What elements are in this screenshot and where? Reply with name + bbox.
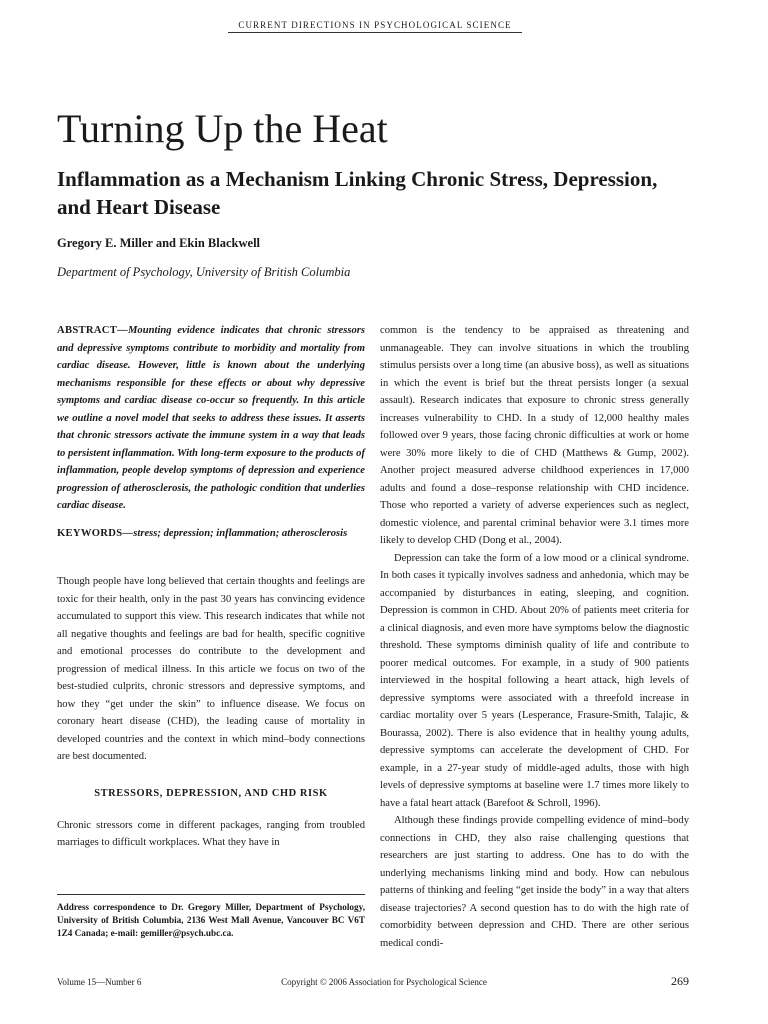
- page-number: 269: [671, 974, 689, 988]
- article-subtitle: Inflammation as a Mechanism Linking Chronic Stress, Depression, and Heart Disease: [57, 167, 658, 219]
- abstract: [57, 322, 365, 515]
- keywords-label: KEYWORDS—: [57, 527, 134, 539]
- authors: Gregory E. Miller and Ekin Blackwell: [57, 236, 261, 250]
- stressors-paragraph: Chronic stressors come in different packages, ranging from troubled marriages to difficult workplaces. What they have in: [57, 819, 365, 848]
- abstract-text: Mounting evidence indicates that chronic stressors and depressive symptoms contribute to morbidity and mortality from cardiac disease. However, little is known about the underlying mechanisms responsible for these effects or about why depressive symptoms and cardiac disease co-occur so frequently. In this article we outline a novel model that seeks to address these issues. It asserts that chronic stressors activate the immune system in a way that leads to persistent inflammation. With long-term exposure to the products of inflammation, people develop symptoms of depression and experience progression of atherosclerosis, the pathologic condition that underlies cardiac disease.: [57, 325, 365, 511]
- body-paragraph-3: Although these findings provide compelling evidence of mind–body connections in CHD, they also raise challenging questions that researchers are just starting to address. One has to do with the underlying mechanisms linking mind and body. How can nebulous patterns of thinking and feeling “get inside the body” in a way that alters disease trajectories? A second question has to do with the high rate of comorbidity between depression and CHD. There are other serious medical condi-: [380, 815, 689, 949]
- running-head: CURRENT DIRECTIONS IN PSYCHOLOGICAL SCIENCE: [228, 20, 522, 33]
- right-column: [380, 322, 689, 952]
- abstract-label: ABSTRACT—: [57, 325, 128, 336]
- footer-copyright: Copyright © 2006 Association for Psychological Science: [281, 977, 487, 987]
- article-title: Turning Up the Heat: [57, 106, 388, 151]
- body-paragraph-1: common is the tendency to be appraised as threatening and unmanageable. They can involve situations in which the troubling stimulus persists over a long time (an abusive boss), as well as situations in which the event is brief but the threat persists longer (a sexual assault). Research indicates that exposure to chronic stress generally increases vulnerability to CHD. In a study of 12,000 healthy males followed over 9 years, those facing chronic difficulties at work or home were 30% more likely to die of CHD (Matthews & Gump, 2002). Another project measured adverse childhood experiences in 17,000 adults and found a dose–response relationship with CHD incidence. Those who reported a variety of adverse experiences such as neglect, domestic violence, and parental criminal behavior were 3.1 times more likely to develop CHD (Dong et al., 2004).: [380, 325, 689, 546]
- keywords: [57, 525, 365, 543]
- affiliation: Department of Psychology, University of British Columbia: [57, 265, 351, 279]
- correspondence-note: Address correspondence to Dr. Gregory Miller, Department of Psychology, University of British Columbia, 2136 West Mall Avenue, Vancouver BC V6T 1Z4 Canada; e-mail: gemiller@psych.ubc.ca.: [57, 894, 365, 940]
- keywords-text: stress; depression; inflammation; atherosclerosis: [133, 527, 348, 539]
- footer-volume: Volume 15—Number 6: [57, 977, 142, 987]
- left-column: [57, 322, 365, 852]
- body-paragraph-2: Depression can take the form of a low mood or a clinical syndrome. In both cases it typically involves sadness and anhedonia, which may be accompanied by disturbances in eating, sleeping, and cognition. Depression is common in CHD. About 20% of patients meet criteria for a clinical diagnosis, and even more have symptoms below the diagnostic threshold. These symptoms diminish quality of life and contribute to poorer medical outcomes. For example, in a study of 900 patients interviewed in the hospital following a heart attack, high levels of depressive symptoms were associated with a threefold increase in cardiac mortality over 5 years (Lesperance, Frasure-Smith, Talajic, & Bourassa, 2002). There is also evidence that in healthy young adults, depressive symptoms can accelerate the development of CHD. For example, in a 27-year study of middle-aged adults, those with high levels of depressive symptoms at baseline were 1.7 times more likely to have a fatal heart attack (Barefoot & Schroll, 1996).: [380, 552, 689, 809]
- section-heading: STRESSORS, DEPRESSION, AND CHD RISK: [94, 787, 328, 799]
- intro-paragraph: Though people have long believed that certain thoughts and feelings are toxic for their health, only in the past 30 years has convincing evidence accumulated to support this view. This research indicates that while not all negative thoughts and feelings are bad for health, specific cognitive and emotional processes do contribute to the development and progression of medical illness. In this article we focus on two of the best-studied culprits, chronic stressors and depressive symptoms, and how they “get under the skin” to influence disease. We focus on coronary heart disease (CHD), the leading cause of mortality in developed countries and the context in which mind–body connections are best documented.: [57, 576, 365, 762]
